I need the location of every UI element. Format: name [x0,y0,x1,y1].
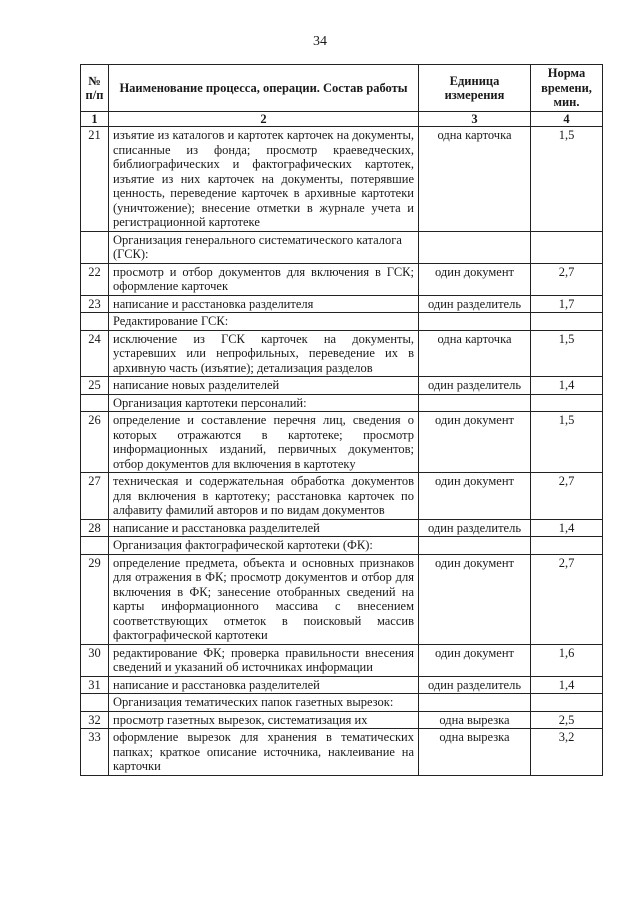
table-row [81,377,603,395]
column-index: 4 [531,112,603,127]
empty-cell [81,231,109,263]
time-norm: 2,7 [531,263,603,295]
section-heading: Организация фактографической картотеки (ФК): [109,537,419,555]
header-name: Наименование процесса, операции. Состав работы [109,65,419,112]
section-heading-row [81,231,603,263]
operation-description: написание и расстановка разделителя [109,295,419,313]
time-norm: 1,7 [531,295,603,313]
measurement-unit: одна вырезка [419,711,531,729]
table-row [81,676,603,694]
section-heading-row [81,694,603,712]
row-number: 24 [81,330,109,377]
empty-cell [81,537,109,555]
measurement-unit: один разделитель [419,295,531,313]
time-norm: 2,5 [531,711,603,729]
empty-cell [531,313,603,331]
time-norm: 1,5 [531,330,603,377]
row-number: 25 [81,377,109,395]
time-norm: 1,4 [531,519,603,537]
table-row [81,644,603,676]
empty-cell [531,231,603,263]
operation-description: просмотр газетных вырезок, систематизация их [109,711,419,729]
measurement-unit: один разделитель [419,676,531,694]
row-number: 30 [81,644,109,676]
empty-cell [419,231,531,263]
table-header-row [81,65,603,112]
table-row [81,711,603,729]
empty-cell [419,394,531,412]
operation-description: изъятие из каталогов и картотек карточек на документы, списанные из фонда; просмотр краеведческих, библиографических и фактографических картотек, изъятие из них карточек на документы, потерявшие ценность, переведение карточек в архивные картотеки (уничтожение); внесение отметки в журнале учета и регистрационной картотеке [109,127,419,232]
empty-cell [531,537,603,555]
table-row [81,554,603,644]
measurement-unit: один документ [419,412,531,473]
row-number: 23 [81,295,109,313]
operation-description: написание новых разделителей [109,377,419,395]
measurement-unit: один документ [419,644,531,676]
header-num: № п/п [81,65,109,112]
time-norm: 1,5 [531,127,603,232]
time-norm: 1,5 [531,412,603,473]
header-norm: Норма времени, мин. [531,65,603,112]
measurement-unit: одна вырезка [419,729,531,776]
section-heading-row [81,394,603,412]
table-body [81,127,603,776]
operation-description: написание и расстановка разделителей [109,519,419,537]
column-index-row [81,112,603,127]
header-unit: Единица измерения [419,65,531,112]
empty-cell [81,394,109,412]
measurement-unit: один документ [419,473,531,520]
time-norm: 1,4 [531,377,603,395]
row-number: 27 [81,473,109,520]
table-row [81,473,603,520]
operation-description: определение и составление перечня лиц, сведения о которых отражаются в картотеке; просмотр информационных изданий, первичных документов; отбор документов для включения в картотеку [109,412,419,473]
empty-cell [81,694,109,712]
row-number: 28 [81,519,109,537]
row-number: 29 [81,554,109,644]
measurement-unit: одна карточка [419,127,531,232]
table-row [81,330,603,377]
section-heading: Организация картотеки персоналий: [109,394,419,412]
column-index: 1 [81,112,109,127]
row-number: 26 [81,412,109,473]
section-heading: Организация тематических папок газетных вырезок: [109,694,419,712]
measurement-unit: один документ [419,554,531,644]
row-number: 22 [81,263,109,295]
table-row [81,295,603,313]
column-index: 2 [109,112,419,127]
empty-cell [419,313,531,331]
measurement-unit: одна карточка [419,330,531,377]
section-heading: Организация генерального систематического каталога (ГСК): [109,231,419,263]
row-number: 33 [81,729,109,776]
operation-description: написание и расстановка разделителей [109,676,419,694]
table-row [81,263,603,295]
row-number: 31 [81,676,109,694]
empty-cell [419,537,531,555]
row-number: 32 [81,711,109,729]
table-row [81,127,603,232]
operation-description: определение предмета, объекта и основных признаков для отражения в ФК; просмотр документов и отбор для включения в ФК; занесение отобранных сведений на карты информационного массива с внесением соответствующих отметок в поисковый массив фактографической картотеки [109,554,419,644]
time-norm: 2,7 [531,473,603,520]
section-heading: Редактирование ГСК: [109,313,419,331]
empty-cell [531,694,603,712]
operation-description: просмотр и отбор документов для включения в ГСК; оформление карточек [109,263,419,295]
section-heading-row [81,313,603,331]
time-norm: 1,6 [531,644,603,676]
section-heading-row [81,537,603,555]
empty-cell [531,394,603,412]
table-row [81,729,603,776]
row-number: 21 [81,127,109,232]
time-norms-table [80,64,603,776]
empty-cell [81,313,109,331]
operation-description: оформление вырезок для хранения в тематических папках; краткое описание источника, наклеивание на карточки [109,729,419,776]
time-norm: 2,7 [531,554,603,644]
operation-description: техническая и содержательная обработка документов для включения в картотеку; расстановка карточек по алфавиту фамилий авторов и по видам документов [109,473,419,520]
table-row [81,519,603,537]
measurement-unit: один документ [419,263,531,295]
operation-description: исключение из ГСК карточек на документы, устаревших или непрофильных, переведение их в архивную часть (изъятие); детализация разделов [109,330,419,377]
table-row [81,412,603,473]
time-norm: 3,2 [531,729,603,776]
empty-cell [419,694,531,712]
page-number: 34 [313,34,327,49]
column-index: 3 [419,112,531,127]
time-norm: 1,4 [531,676,603,694]
measurement-unit: один разделитель [419,377,531,395]
measurement-unit: один разделитель [419,519,531,537]
operation-description: редактирование ФК; проверка правильности внесения сведений и указаний об источниках информации [109,644,419,676]
